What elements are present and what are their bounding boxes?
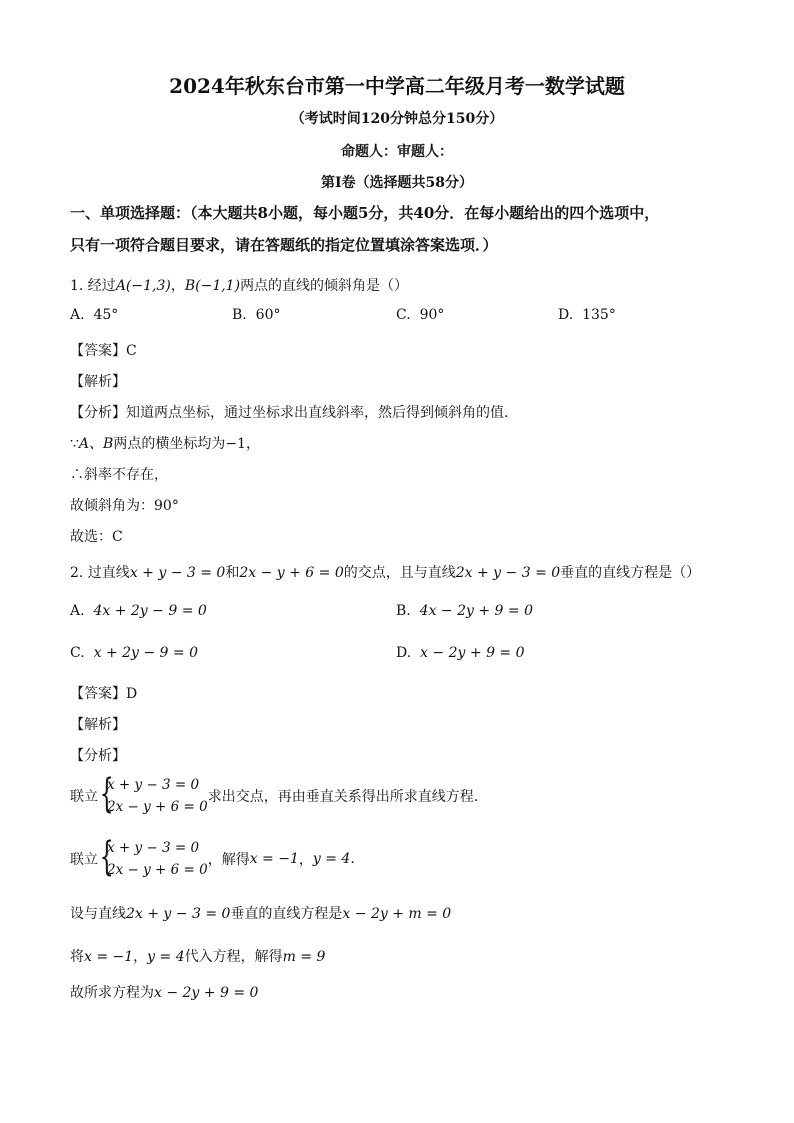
final-prefix: 故所求方程为: [70, 985, 154, 1001]
option-text: 90°: [419, 307, 445, 323]
sub-comma: ，: [133, 949, 148, 965]
equation-system: [98, 774, 208, 818]
q1-prefix: 1. 经过: [70, 278, 116, 294]
q1-analysis-heading: 【解析】: [70, 374, 126, 390]
option-label: C.: [70, 645, 85, 661]
option-label: B.: [232, 307, 247, 323]
option-text: 60°: [255, 307, 281, 323]
sub-prefix: 将: [70, 949, 84, 965]
sub-m: m = 9: [282, 949, 326, 965]
option-label: A.: [70, 307, 85, 323]
q2-option-d: [396, 645, 525, 661]
system-line-2: 2x − y + 6 = 0: [107, 799, 208, 815]
q1-option-d: [558, 307, 616, 323]
q2-system-2: [70, 837, 355, 881]
q1-option-b: [232, 307, 280, 323]
solution-y: y = 4: [312, 851, 351, 867]
option-text: 4x + 2y − 9 = 0: [93, 603, 207, 619]
sub-x: x = −1: [84, 949, 134, 965]
option-label: D.: [558, 307, 574, 323]
q1-option-a: [70, 307, 118, 323]
set-prefix: 设与直线: [70, 906, 126, 922]
q2-substitute-line: [70, 946, 325, 966]
q1-answer: 【答案】C: [70, 343, 137, 359]
q1-step4: 故选：C: [70, 529, 123, 545]
system-line-2: 2x − y + 6 = 0: [107, 862, 208, 878]
system-line-1: { x + y − 3 = 0: [107, 777, 200, 793]
q2-answer: 【答案】D: [70, 686, 138, 702]
q2-set-line: [70, 903, 451, 923]
q2-system1-suffix: 求出交点，再由垂直关系得出所求直线方程.: [207, 789, 479, 805]
lianli-text: 联立: [70, 789, 98, 805]
set-mid: 垂直的直线方程是: [230, 906, 343, 922]
solution-x: x = −1: [249, 851, 299, 867]
q2-analysis-label: 【分析】: [70, 748, 126, 764]
q2-and: 和: [225, 565, 240, 581]
option-label: D.: [396, 645, 412, 661]
sub-mid: 代入方程，解得: [184, 949, 283, 965]
exam-info: （考试时间120分钟总分150分）: [290, 111, 504, 127]
because-symbol: ∵: [70, 436, 79, 452]
set-eq: 2x + y − 3 = 0: [126, 906, 231, 922]
q1-step1: [70, 433, 260, 453]
solve-text: ，解得: [207, 852, 250, 868]
q2-prefix: 2. 过直线: [70, 565, 130, 581]
authors-line: 命题人：审题人：: [341, 144, 453, 160]
option-label: C.: [396, 307, 411, 323]
system-line-1: { x + y − 3 = 0: [107, 840, 200, 856]
solution-end: .: [350, 851, 355, 867]
q2-final-line: [70, 982, 258, 1002]
q1-step3: 故倾斜角为：90°: [70, 498, 179, 514]
option-text: 135°: [582, 307, 616, 323]
set-line-eq: x − 2y + m = 0: [342, 906, 452, 922]
solution-comma: ，: [298, 852, 313, 868]
q2-mid: 的交点，且与直线: [343, 565, 456, 581]
q1-stem: [70, 275, 408, 295]
option-label: B.: [396, 603, 411, 619]
q1-step1-text: 两点的横坐标均为−1，: [113, 436, 260, 452]
q1-analysis-intro: 【分析】知道两点坐标，通过坐标求出直线斜率，然后得到倾斜角的值.: [70, 405, 509, 421]
q1-suffix: 两点的直线的倾斜角是（）: [240, 278, 409, 294]
q2-analysis-heading: 【解析】: [70, 717, 126, 733]
option-text: x − 2y + 9 = 0: [420, 645, 525, 661]
q2-eq3: 2x + y − 3 = 0: [455, 565, 561, 581]
q2-eq2: 2x − y + 6 = 0: [239, 565, 344, 581]
q2-stem: [70, 562, 700, 582]
q1-point-a: A(−1,3): [115, 278, 171, 294]
q2-eq1: x + y − 3 = 0: [129, 565, 226, 581]
q2-system-1: [70, 774, 478, 818]
q1-step2: ∴斜率不存在，: [70, 467, 168, 483]
option-text: 45°: [93, 307, 119, 323]
q1-option-c: [396, 307, 444, 323]
option-text: x + 2y − 9 = 0: [93, 645, 198, 661]
q2-option-a: [70, 603, 207, 619]
q1-points-ab: A、B: [78, 436, 114, 452]
final-eq: x − 2y + 9 = 0: [154, 985, 259, 1001]
option-text: 4x − 2y + 9 = 0: [419, 603, 533, 619]
option-label: A.: [70, 603, 85, 619]
volume-heading: 第Ⅰ卷（选择题共58分）: [320, 175, 474, 191]
section-instruction-line2: 只有一项符合题目要求，请在答题纸的指定位置填涂答案选项．）: [70, 236, 498, 254]
q1-comma: ，: [170, 278, 185, 294]
exam-title: 2024年秋东台市第一中学高二年级月考一数学试题: [169, 74, 625, 98]
q2-option-b: [396, 603, 533, 619]
lianli-text: 联立: [70, 852, 98, 868]
q1-point-b: B(−1,1): [184, 278, 241, 294]
sub-y: y = 4: [147, 949, 185, 965]
equation-system: [98, 837, 208, 881]
q2-option-c: [70, 645, 198, 661]
q2-suffix: 垂直的直线方程是（）: [560, 565, 701, 581]
section-instruction-line1: 一、单项选择题：（本大题共8小题，每小题5分，共40分．在每小题给出的四个选项中，: [70, 204, 660, 222]
